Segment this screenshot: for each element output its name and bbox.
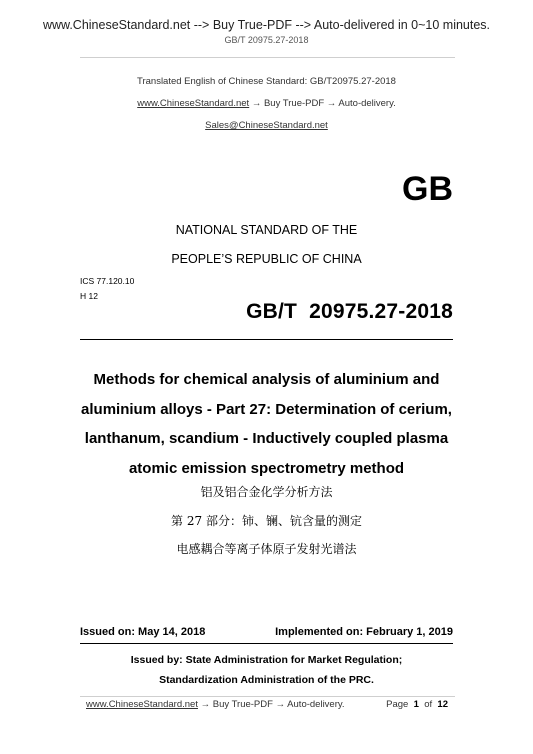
page-current: 1 [413, 699, 419, 710]
national-standard-line-2: PEOPLE’S REPUBLIC OF CHINA [171, 252, 362, 266]
page-of: of [424, 699, 433, 710]
site-link[interactable]: www.ChineseStandard.net [137, 98, 250, 109]
gb-mark: GB [402, 170, 453, 208]
site-link-suffix: → Buy True-PDF → Auto-delivery. [249, 98, 396, 109]
ics-code: ICS 77.120.10 [80, 276, 135, 286]
h-code: H 12 [80, 291, 98, 301]
issued-by: Issued by: State Administration for Market Regulation; [130, 654, 403, 666]
implemented-date: Implemented on: February 1, 2019 [275, 626, 453, 638]
issued-date: Issued on: May 14, 2018 [80, 626, 206, 638]
footer-site-link[interactable]: www.ChineseStandard.net [86, 699, 198, 710]
footer-site-line [86, 699, 345, 710]
chinese-title-line-3: 电感耦合等离子体原子发射光谱法 [176, 542, 357, 556]
national-standard-line-1: NATIONAL STANDARD OF THE [175, 223, 358, 237]
translation-email-line [0, 120, 533, 131]
top-banner: www.ChineseStandard.net --> Buy True-PDF --> Auto-delivered in 0~10 minutes. [42, 18, 491, 32]
footer-site-suffix: → Buy True-PDF → Auto-delivery. [197, 699, 345, 710]
standard-number: GB/T 20975.27-2018 [246, 300, 453, 323]
header-standard-code: GB/T 20975.27-2018 [224, 35, 309, 45]
chinese-title-line-1: 铝及铝合金化学分析方法 [200, 485, 333, 499]
email-link[interactable]: Sales@ChineseStandard.net [205, 120, 328, 131]
page-total: 12 [437, 699, 448, 710]
issued-by-2: Standardization Administration of the PRC. [159, 674, 374, 686]
title-rule [80, 339, 453, 340]
translation-site-line [0, 98, 533, 109]
chinese-title-line-2: 第 27 部分：铈、镧、钪含量的测定 [171, 514, 362, 528]
header-divider [80, 57, 455, 58]
english-title: Methods for chemical analysis of aluminium and aluminium alloys - Part 27: Determination of cerium, lanthanum, scandium - Inductively coupled plasma atomic emission spectrometry method [81, 371, 452, 477]
page-indicator [386, 699, 448, 710]
translation-note: Translated English of Chinese Standard: GB/T20975.27-2018 [137, 76, 396, 87]
page-label: Page [386, 699, 409, 710]
issue-rule [80, 643, 453, 644]
footer-divider [80, 696, 455, 697]
